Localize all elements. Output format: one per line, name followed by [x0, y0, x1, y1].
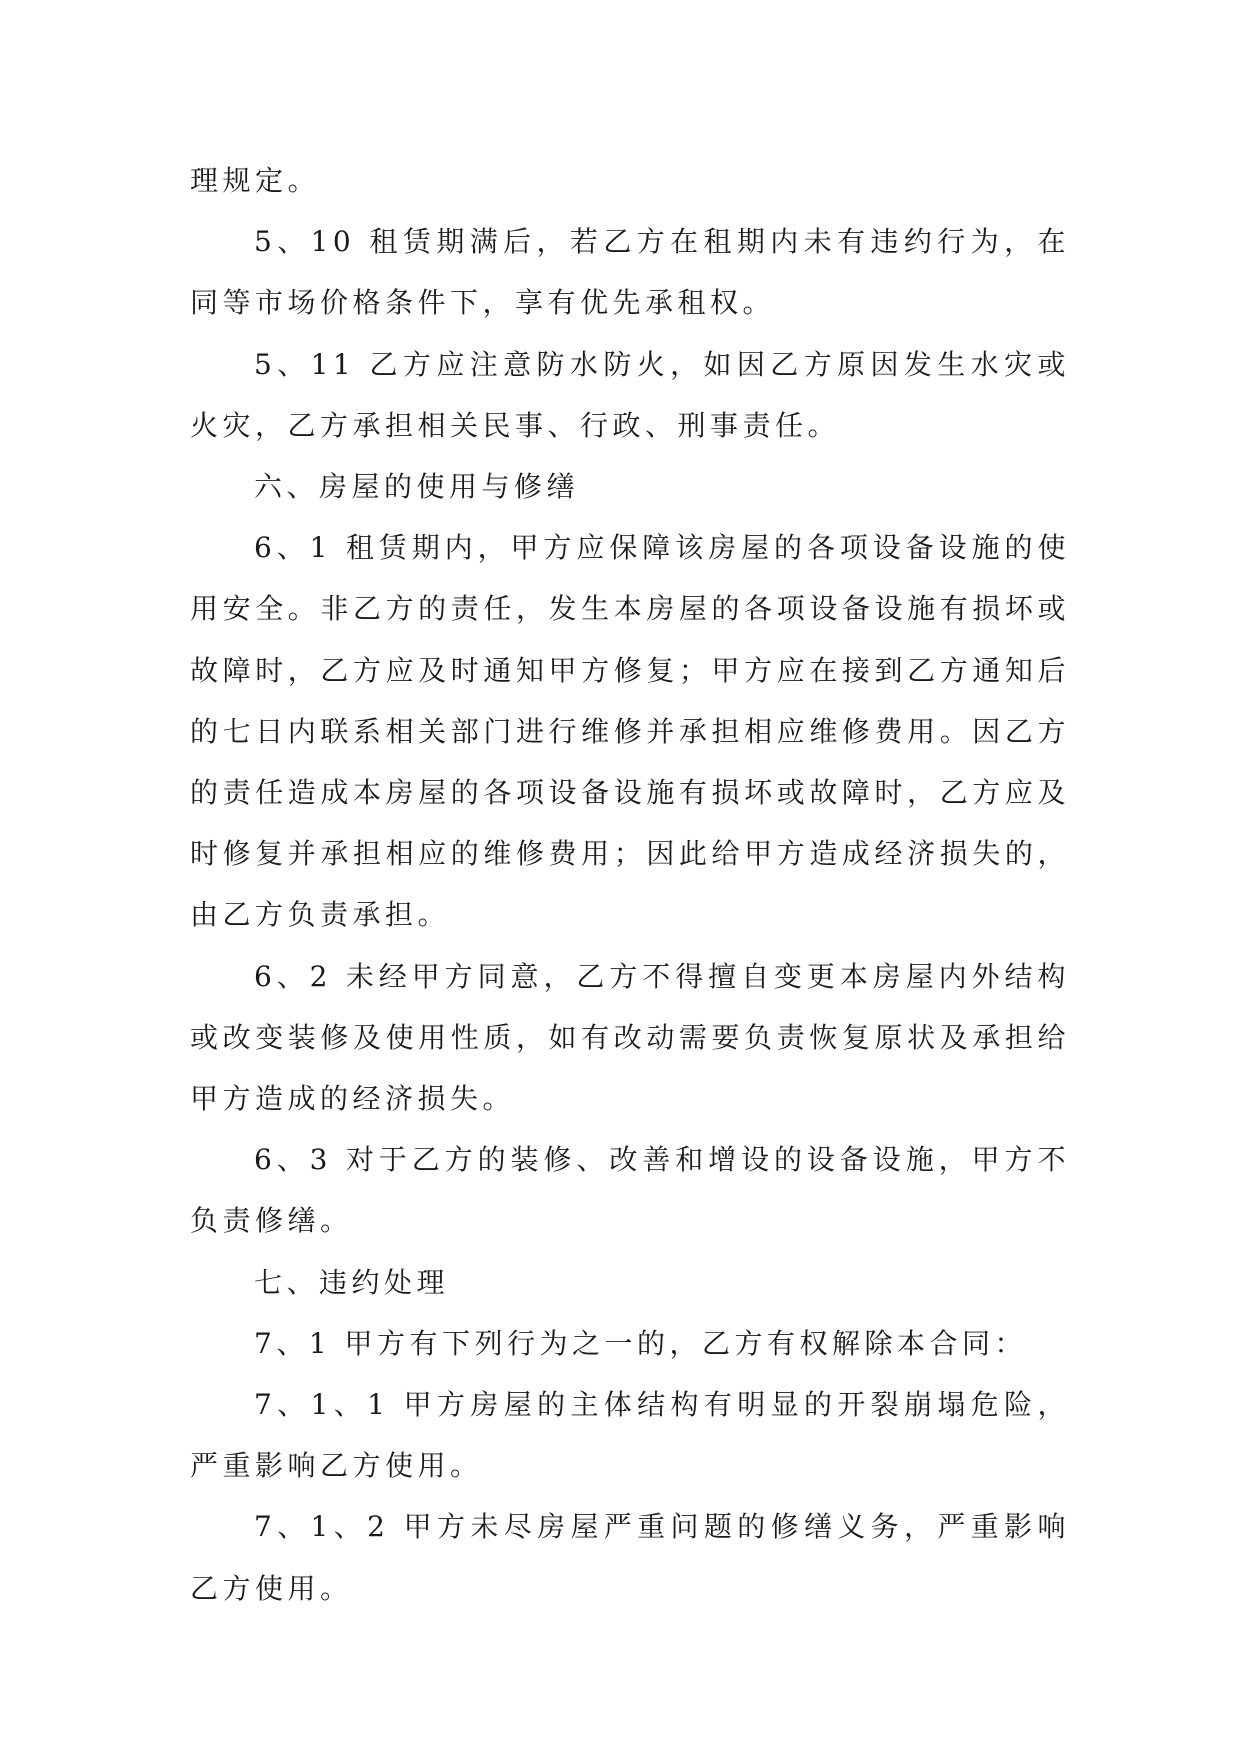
section-heading-7: 七、违约处理 — [254, 1265, 450, 1299]
document-page — [190, 150, 1070, 1619]
clause-7-1-1: 7、1、1 甲方房屋的主体结构有明显的开裂崩塌危险，严重影响乙方使用。 — [190, 1388, 1070, 1483]
clause-6-3: 6、3 对于乙方的装修、改善和增设的设备设施，甲方不负责修缮。 — [190, 1143, 1070, 1238]
clause-5-10: 5、10 租赁期满后，若乙方在租期内未有违约行为，在同等市场价格条件下，享有优先承租权。 — [190, 225, 1070, 320]
section-heading-6: 六、房屋的使用与修缮 — [254, 470, 580, 504]
clause-5-11: 5、11 乙方应注意防水防火，如因乙方原因发生水灾或火灾，乙方承担相关民事、行政、刑事责任。 — [190, 347, 1070, 442]
clause-7-1-2: 7、1、2 甲方未尽房屋严重问题的修缮义务，严重影响乙方使用。 — [190, 1510, 1070, 1605]
clause-7-1: 7、1 甲方有下列行为之一的，乙方有权解除本合同： — [254, 1326, 1028, 1360]
clause-6-2: 6、2 未经甲方同意，乙方不得擅自变更本房屋内外结构或改变装修及使用性质，如有改动需要负责恢复原状及承担给甲方造成的经济损失。 — [190, 959, 1070, 1116]
paragraph-continuation: 理规定。 — [190, 164, 321, 197]
clause-6-1: 6、1 租赁期内，甲方应保障该房屋的各项设备设施的使用安全。非乙方的责任，发生本房屋的各项设备设施有损坏或故障时，乙方应及时通知甲方修复；甲方应在接到乙方通知后的七日内联系相关部门进行维修并承担相应维修费用。因乙方的责任造成本房屋的各项设备设施有损坏或故障时，乙方应及时修复并承担相应的维修费用；因此给甲方造成经济损失的，由乙方负责承担。 — [190, 531, 1070, 932]
